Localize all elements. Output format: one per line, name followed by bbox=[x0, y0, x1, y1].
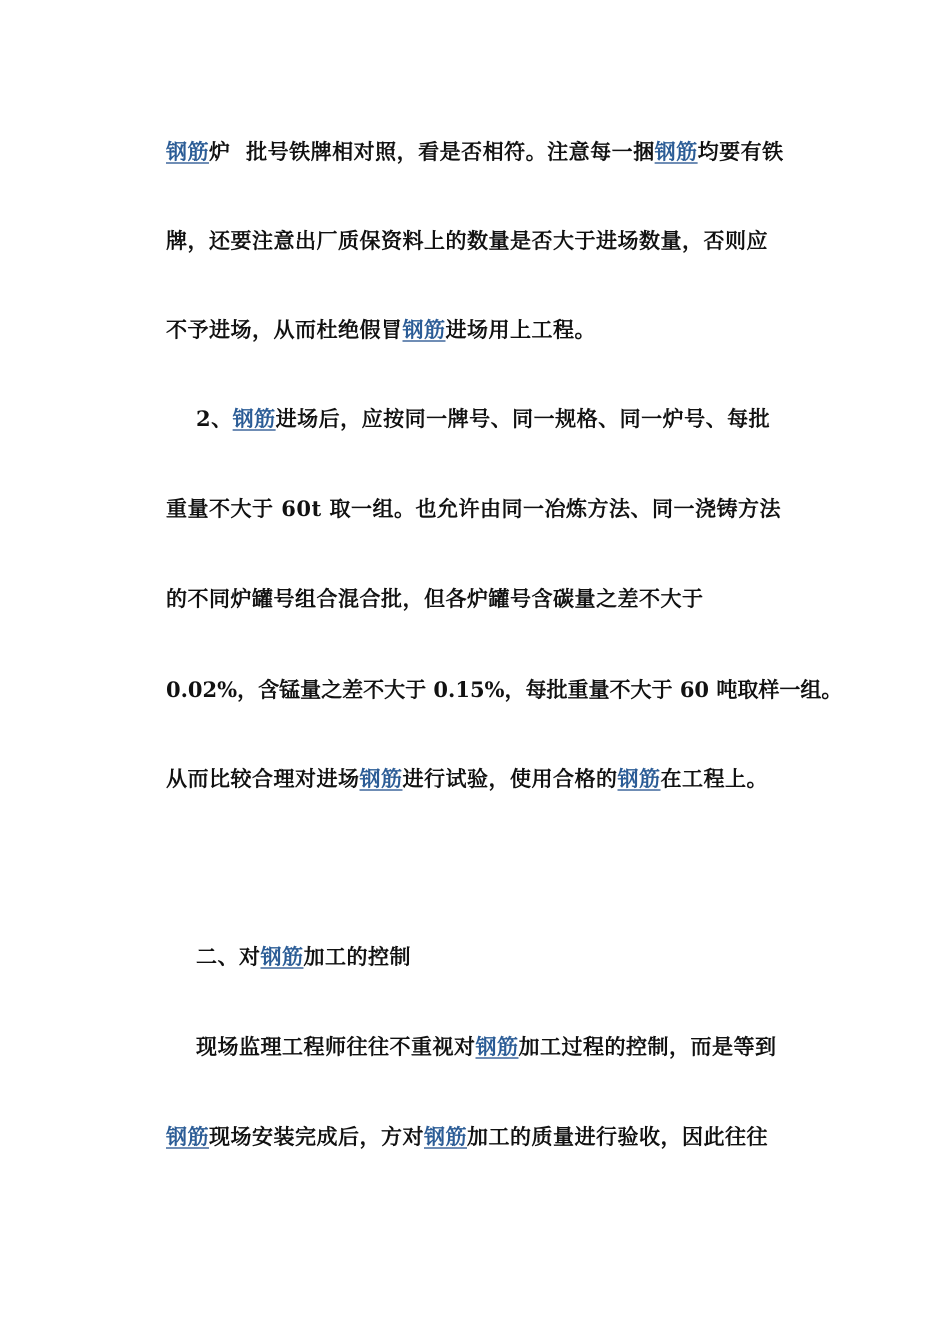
text-segment: 进行试验，使用合格的 bbox=[402, 766, 618, 791]
keyword-link-rebar[interactable]: 钢筋 bbox=[232, 406, 276, 431]
keyword-link-rebar[interactable]: 钢筋 bbox=[617, 766, 661, 791]
paragraph-line-8 bbox=[166, 764, 768, 794]
text-segment: 加工过程的控制，而是等到 bbox=[518, 1034, 777, 1059]
text-segment: 进场后，应按同一牌号、同一规格、同一炉号、每批 bbox=[275, 406, 771, 431]
heading-text: 加工的控制 bbox=[303, 944, 411, 969]
paragraph-line-9 bbox=[196, 1032, 777, 1062]
keyword-link-rebar[interactable]: 钢筋 bbox=[654, 139, 698, 164]
text-segment: 炉 批号铁牌相对照，看是否相符。注意每一捆 bbox=[209, 139, 655, 164]
keyword-link-rebar[interactable]: 钢筋 bbox=[402, 317, 446, 342]
text-segment: 加工的质量进行验收，因此往往 bbox=[467, 1124, 768, 1149]
text-segment: 不予进场，从而杜绝假冒 bbox=[166, 317, 403, 342]
text-segment: 进场用上工程。 bbox=[445, 317, 596, 342]
text-segment: 从而比较合理对进场 bbox=[166, 766, 360, 791]
text-segment: 均要有铁 bbox=[697, 139, 784, 164]
text-segment: 重量不大于 60t 取一组。也允许由同一冶炼方法、同一浇铸方法 bbox=[166, 496, 782, 521]
text-segment: 的不同炉罐号组合混合批，但各炉罐号含碳量之差不大于 bbox=[166, 586, 704, 611]
paragraph-line-10 bbox=[166, 1122, 768, 1152]
paragraph-line-4 bbox=[196, 404, 770, 434]
list-number: 2、 bbox=[196, 406, 233, 431]
paragraph-line-6 bbox=[166, 584, 704, 614]
text-segment: 现场安装完成后，方对 bbox=[209, 1124, 424, 1149]
section-heading bbox=[196, 942, 411, 972]
keyword-link-rebar[interactable]: 钢筋 bbox=[260, 944, 304, 969]
paragraph-line-3 bbox=[166, 315, 596, 345]
paragraph-line-5 bbox=[166, 494, 781, 524]
keyword-link-rebar[interactable]: 钢筋 bbox=[166, 139, 209, 164]
paragraph-line-2 bbox=[166, 226, 768, 256]
keyword-link-rebar[interactable]: 钢筋 bbox=[166, 1124, 209, 1149]
text-segment: 牌，还要注意出厂质保资料上的数量是否大于进场数量，否则应 bbox=[166, 228, 768, 253]
text-segment: 在工程上。 bbox=[660, 766, 768, 791]
text-segment: 现场监理工程师往往不重视对 bbox=[196, 1034, 476, 1059]
keyword-link-rebar[interactable]: 钢筋 bbox=[424, 1124, 467, 1149]
heading-text: 二、对 bbox=[196, 944, 261, 969]
paragraph-line-1 bbox=[166, 137, 784, 167]
keyword-link-rebar[interactable]: 钢筋 bbox=[475, 1034, 519, 1059]
paragraph-line-7 bbox=[166, 675, 842, 705]
text-segment: 0.02%，含锰量之差不大于 0.15%，每批重量不大于 60 吨取样一组。 bbox=[166, 677, 843, 702]
keyword-link-rebar[interactable]: 钢筋 bbox=[359, 766, 403, 791]
